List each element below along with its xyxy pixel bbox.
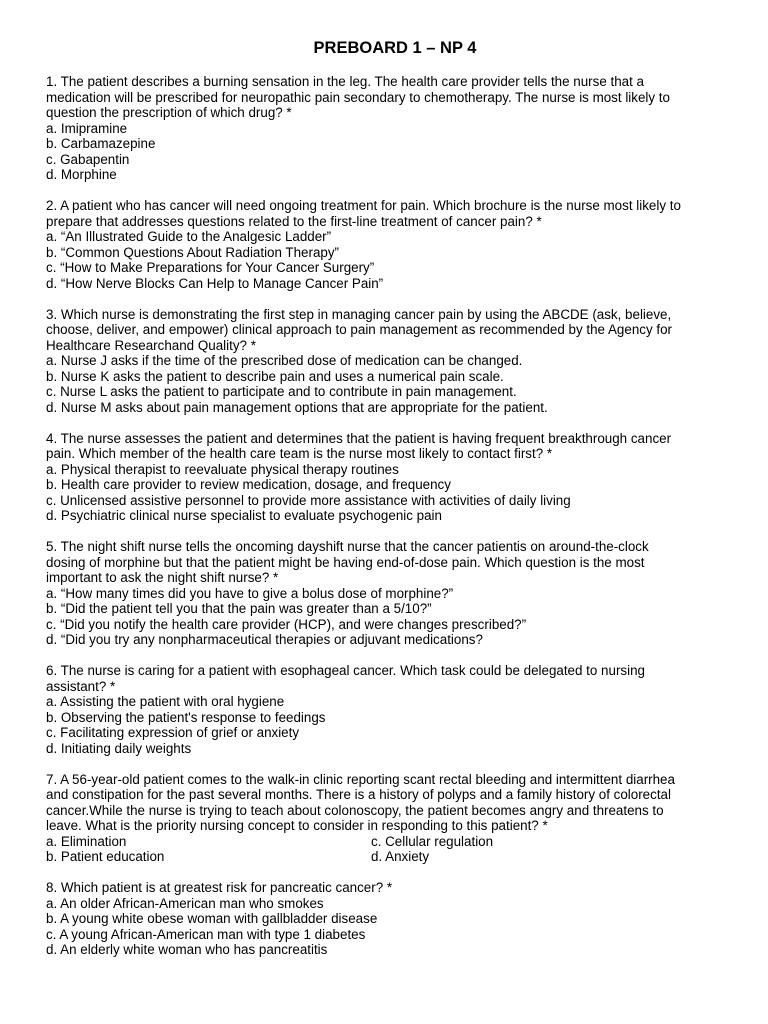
- answer-option: c. “Did you notify the health care provider (HCP), and were changes prescribed?”: [46, 616, 527, 632]
- answer-option: a. An older African-American man who smokes: [46, 895, 324, 911]
- answer-option: b. A young white obese woman with gallbladder disease: [46, 911, 378, 926]
- answer-option: a. “An Illustrated Guide to the Analgesic Ladder”: [46, 229, 332, 244]
- answer-option: a. Nurse J asks if the time of the prescribed dose of medication can be changed.: [46, 353, 523, 368]
- question-8: [46, 880, 726, 958]
- answer-option: d. Nurse M asks about pain management options that are appropriate for the patient.: [46, 399, 548, 415]
- question-stem: 1. The patient describes a burning sensation in the leg. The health care provider tells the nurse that a medication will be prescribed for neuropathic pain secondary to chemotherapy. The nurse is most likely to question the prescription of which drug? *: [46, 74, 670, 120]
- question-5: [46, 539, 726, 648]
- question-stem: 8. Which patient is at greatest risk for pancreatic cancer? *: [46, 880, 393, 895]
- answer-option: c. A young African-American man with type 1 diabetes: [46, 926, 366, 942]
- question-stem: 5. The night shift nurse tells the oncoming dayshift nurse that the cancer patientis on around-the-clock dosing of morphine but that the patient might be having end-of-dose pain. Which question is the most important to ask the night shift nurse? *: [46, 539, 649, 585]
- answer-option: b. “Did the patient tell you that the pain was greater than a 5/10?”: [46, 601, 432, 616]
- answer-option: d. “Did you try any nonpharmaceutical therapies or adjuvant medications?: [46, 632, 483, 647]
- answer-option: c. Cellular regulation: [371, 833, 494, 849]
- question-stem: 2. A patient who has cancer will need ongoing treatment for pain. Which brochure is the nurse most likely to prepare that addresses questions related to the first-line treatment of cancer pain? *: [46, 198, 681, 229]
- document-page: [46, 38, 726, 973]
- question-7: [46, 772, 726, 865]
- answer-option: b. Patient education: [46, 849, 165, 864]
- answer-option: a. Imipramine: [46, 120, 128, 136]
- answer-option: c. Gabapentin: [46, 151, 130, 167]
- question-stem: 6. The nurse is caring for a patient with esophageal cancer. Which task could be delegated to nursing assistant? *: [46, 663, 645, 694]
- question-6: [46, 663, 726, 756]
- answer-option: d. An elderly white woman who has pancreatitis: [46, 942, 328, 957]
- answer-option: d. Initiating daily weights: [46, 740, 192, 756]
- answer-option: c. Facilitating expression of grief or anxiety: [46, 725, 300, 740]
- answer-option: d. Anxiety: [371, 849, 430, 864]
- answer-option: d. “How Nerve Blocks Can Help to Manage Cancer Pain”: [46, 275, 384, 291]
- answer-option: b. Observing the patient's response to feedings: [46, 709, 326, 725]
- question-stem: 7. A 56-year-old patient comes to the walk-in clinic reporting scant rectal bleeding and intermittent diarrhea and constipation for the past several months. There is a history of polyps and a family history of colorectal cancer.While the nurse is trying to teach about colonoscopy, the patient becomes angry and threatens to leave. What is the priority nursing concept to consider in responding to this patient? *: [46, 771, 675, 833]
- question-4: [46, 431, 726, 524]
- answer-option: c. “How to Make Preparations for Your Cancer Surgery”: [46, 260, 375, 275]
- answer-option: d. Morphine: [46, 167, 117, 182]
- answer-option: c. Unlicensed assistive personnel to provide more assistance with activities of daily living: [46, 492, 571, 508]
- question-stem: 3. Which nurse is demonstrating the first step in managing cancer pain by using the ABCDE (ask, believe, choose, deliver, and empower) clinical approach to pain management as recommended by the Agency for Healthcare Researchand Quality? *: [46, 306, 672, 353]
- question-stem: 4. The nurse assesses the patient and determines that the patient is having frequent breakthrough cancer pain. Which member of the health care team is the nurse most likely to contact first? *: [46, 430, 672, 461]
- page-title: PREBOARD 1 – NP 4: [313, 39, 477, 57]
- answer-option: b. Carbamazepine: [46, 136, 156, 151]
- question-1: [46, 74, 726, 183]
- answer-option: a. Physical therapist to reevaluate physical therapy routines: [46, 461, 399, 477]
- answer-option: b. Nurse K asks the patient to describe pain and uses a numerical pain scale.: [46, 368, 504, 384]
- answer-option: d. Psychiatric clinical nurse specialist to evaluate psychogenic pain: [46, 508, 442, 523]
- answer-option: b. Health care provider to review medication, dosage, and frequency: [46, 477, 451, 492]
- answer-option: a. “How many times did you have to give a bolus dose of morphine?”: [46, 585, 454, 601]
- answer-options-grid: [46, 834, 726, 865]
- question-3: [46, 307, 726, 416]
- answer-option: a. Assisting the patient with oral hygiene: [46, 694, 285, 709]
- answer-option: c. Nurse L asks the patient to participate and to contribute in pain management.: [46, 384, 517, 399]
- question-2: [46, 198, 726, 291]
- answer-option: a. Elimination: [46, 833, 127, 849]
- answer-option: b. “Common Questions About Radiation Therapy”: [46, 244, 340, 260]
